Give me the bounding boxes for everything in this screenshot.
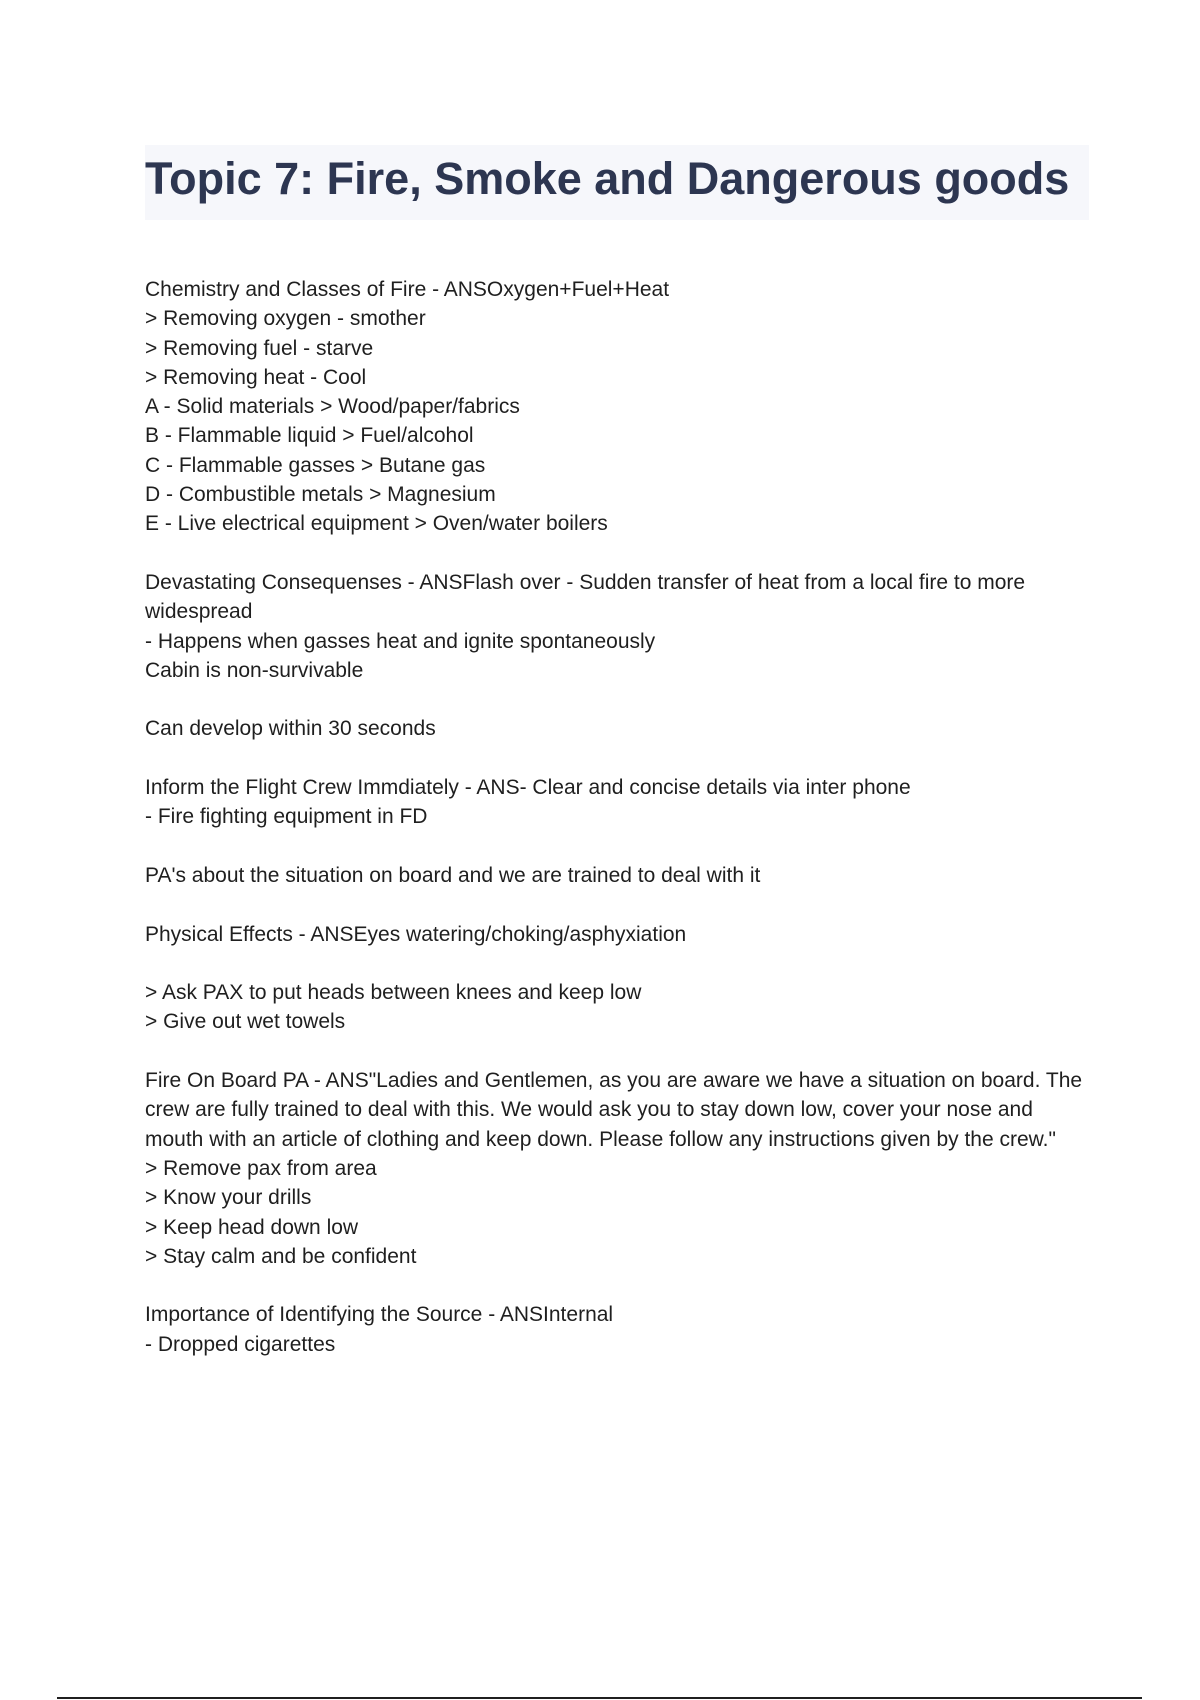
- text-line: > Ask PAX to put heads between knees and keep low: [145, 981, 642, 1005]
- text-line: PA's about the situation on board and we are trained to deal with it: [145, 863, 761, 887]
- document-page: [145, 145, 1089, 1388]
- text-line: > Stay calm and be confident: [145, 1244, 417, 1268]
- text-line: Cabin is non-survivable: [145, 658, 364, 682]
- page-title: Topic 7: Fire, Smoke and Dangerous goods: [145, 153, 1070, 204]
- text-line: > Removing oxygen - smother: [145, 307, 426, 331]
- section-fire-chemistry: [145, 275, 1089, 539]
- section-pa-situation: [145, 861, 1089, 890]
- text-line: - Happens when gasses heat and ignite spontaneously: [145, 629, 656, 653]
- text-line: > Keep head down low: [145, 1215, 359, 1239]
- text-line: C - Flammable gasses > Butane gas: [145, 453, 486, 477]
- text-line: Importance of Identifying the Source - ANSInternal: [145, 1303, 614, 1327]
- text-line: Physical Effects - ANSEyes watering/choking/asphyxiation: [145, 922, 687, 946]
- text-line: > Give out wet towels: [145, 1010, 346, 1034]
- text-line: Devastating Consequenses - ANSFlash over - Sudden transfer of heat from a local fire to more widespread: [145, 570, 1026, 624]
- document-body: [145, 275, 1089, 1359]
- section-identify-source: [145, 1300, 1089, 1359]
- footer-divider: [57, 1697, 1142, 1699]
- text-line: > Remove pax from area: [145, 1156, 377, 1180]
- text-line: B - Flammable liquid > Fuel/alcohol: [145, 424, 474, 448]
- text-line: Inform the Flight Crew Immdiately - ANS- Clear and concise details via inter phone: [145, 776, 911, 800]
- text-line: E - Live electrical equipment > Oven/water boilers: [145, 512, 608, 536]
- section-consequences: [145, 568, 1089, 685]
- text-line: > Removing heat - Cool: [145, 365, 367, 389]
- text-line: A - Solid materials > Wood/paper/fabrics: [145, 395, 520, 419]
- section-develop-time: [145, 714, 1089, 743]
- text-line: - Fire fighting equipment in FD: [145, 805, 428, 829]
- text-line: Can develop within 30 seconds: [145, 717, 436, 741]
- section-pax-actions: [145, 978, 1089, 1037]
- section-fire-on-board-pa: [145, 1066, 1089, 1271]
- section-inform-crew: [145, 773, 1089, 832]
- text-line: Fire On Board PA - ANS"Ladies and Gentlemen, as you are aware we have a situation on board. The crew are fully trained to deal with this. We would ask you to stay down low, cover your nose and mouth with an article of clothing and keep down. Please follow any instructions given by the crew.": [145, 1069, 1083, 1151]
- text-line: - Dropped cigarettes: [145, 1332, 336, 1356]
- title-banner: [145, 145, 1089, 220]
- text-line: Chemistry and Classes of Fire - ANSOxygen+Fuel+Heat: [145, 278, 670, 301]
- text-line: D - Combustible metals > Magnesium: [145, 483, 496, 507]
- text-line: > Know your drills: [145, 1186, 312, 1210]
- section-physical-effects: [145, 920, 1089, 949]
- text-line: > Removing fuel - starve: [145, 336, 374, 360]
